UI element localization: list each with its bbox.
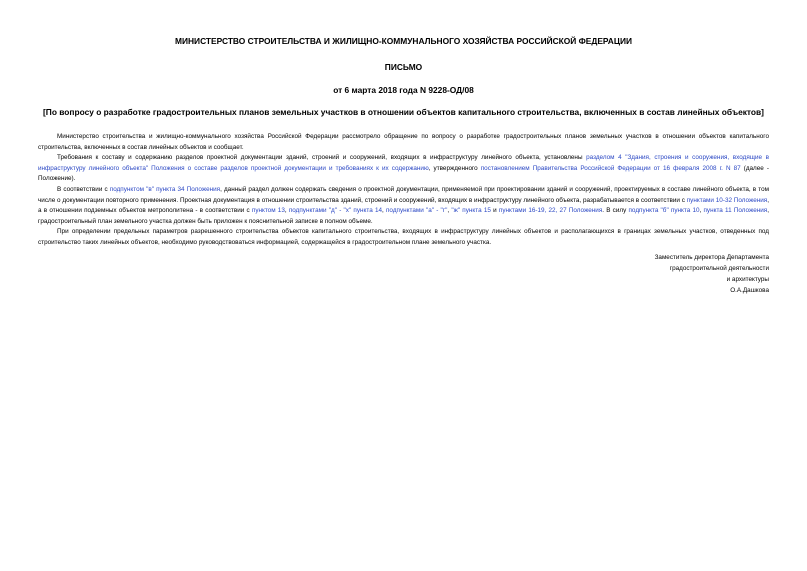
paragraph-3-text-9: ,: [699, 207, 704, 215]
link-clauses-16-19-22-27[interactable]: пунктами 16-19, 22, 27 Положения: [498, 207, 603, 215]
paragraph-3-text-8: . В силу: [602, 207, 629, 215]
paragraph-2: [38, 153, 769, 185]
signature-block: [38, 252, 769, 297]
signature-position-line-3: и архитектуры: [726, 275, 769, 283]
paragraph-2-text-2: , утвержденного: [428, 164, 481, 172]
paragraph-3-text-7: и: [490, 207, 499, 215]
document-body: [38, 132, 769, 249]
link-subclauses-d-h-clause-14[interactable]: подпунктами "д" - "х" пункта 14: [288, 207, 383, 215]
paragraph-3: [38, 185, 769, 227]
document-date-number: от 6 марта 2018 года N 9228-ОД/08: [333, 85, 474, 95]
paragraph-3-text-2: , данный раздел должен содержать сведения о проектной документации, применяемой при проектировании зданий и сооружений, проектируемых в составе линейного объекта, в том числе о документации повторного применения. Проектная документация в отношении строительства зданий, строений и сооружений, входящих в инфраструктуру линейного объекта, разрабатывается в соответствии с: [38, 185, 770, 204]
paragraph-3-text-3: , а в отношении подземных объектов метрополитена - в соответствии с: [38, 196, 770, 215]
paragraph-3-text-6: ,: [447, 207, 452, 215]
paragraph-2-text-3: (далее - Положение).: [38, 164, 769, 183]
link-clauses-10-32[interactable]: пунктами 10-32 Положения: [686, 196, 768, 204]
paragraph-3-text-4: ,: [284, 207, 289, 215]
signature-position-line-1: Заместитель директора Департамента: [654, 253, 769, 261]
paragraph-3-text-10: , градостроительный план земельного участка должен быть приложен к пояснительной записке в полном объеме.: [38, 207, 770, 225]
ministry-heading: МИНИСТЕРСТВО СТРОИТЕЛЬСТВА И ЖИЛИЩНО-КОММУНАЛЬНОГО ХОЗЯЙСТВА РОССИЙСКОЙ ФЕДЕРАЦИИ: [175, 36, 632, 46]
link-subclause-b-clause-10[interactable]: подпункта "б" пункта 10: [628, 207, 700, 215]
link-subclause-v-clause-34[interactable]: подпунктом "в" пункта 34 Положения: [109, 185, 221, 193]
paragraph-3-text-5: ,: [382, 207, 386, 215]
paragraph-2-text-1: Требования к составу и содержанию разделов проектной документации зданий, строений и сооружений, входящих в инфраструктуру линейного объекта, установлены: [57, 154, 587, 162]
link-section-4[interactable]: разделом 4 "Здания, строения и сооружения, входящие в инфраструктуру линейного объекта" Положения о составе разделов проектной документации и требованиях к их содержанию: [38, 154, 769, 172]
link-government-decree-87[interactable]: постановлением Правительства Российской Федерации от 16 февраля 2008 г. N 87: [480, 164, 741, 172]
link-subclauses-a-g[interactable]: подпунктами "а" - "г": [386, 207, 448, 215]
paragraph-4: При определении предельных параметров разрешенного строительства объектов капитального строительства, входящих в инфраструктуру линейных объектов и располагающихся в границах земельных участков, отведенных под строительство таких линейных объектов, необходимо руководствоваться информацией, содержащейся в градостроительном плане земельного участка.: [38, 228, 769, 246]
link-clause-11[interactable]: пункта 11 Положения: [703, 207, 768, 215]
document-title: [По вопросу о разработке градостроительных планов земельных участков в отношении объектов капитального строительства, включенных в состав линейных объектов]: [43, 107, 764, 117]
paragraph-3-text-1: В соответствии с: [57, 185, 110, 193]
signature-position-line-2: градостроительной деятельности: [669, 264, 769, 272]
paragraph-1: Министерство строительства и жилищно-коммунального хозяйства Российской Федерации рассмотрело обращение по вопросу о разработке градостроительных планов земельных участков в отношении объектов капитального строительства, включенных в состав линейных объектов и сообщает.: [38, 133, 769, 151]
document-type: ПИСЬМО: [384, 62, 423, 72]
link-subclause-zh-clause-15[interactable]: "ж" пункта 15: [451, 207, 491, 215]
signature-name: О.А.Дашкова: [730, 287, 769, 295]
link-clause-13[interactable]: пунктом 13: [251, 207, 285, 215]
